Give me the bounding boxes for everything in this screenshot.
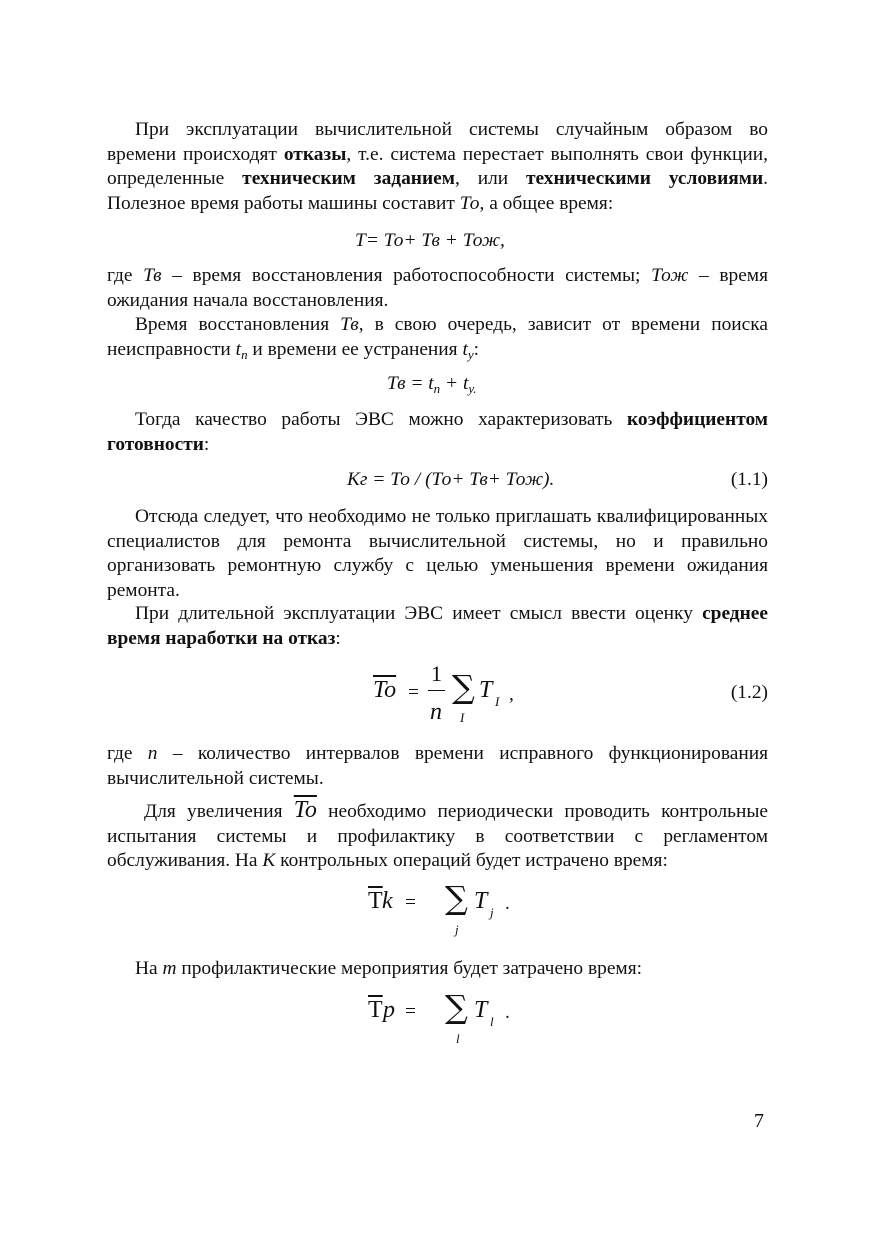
eq4-lhs: $\overline{To}$: [373, 677, 397, 703]
eq5-equals: =: [405, 892, 416, 913]
eq5-period: .: [505, 893, 510, 914]
paragraph-2: где Тв – время восстановления работоспособности системы; Тож – время ожидания начала восстановления.: [107, 265, 768, 311]
eq4-term-sub: I: [495, 694, 500, 709]
eq5-sum-index: j: [455, 922, 459, 937]
paragraph-7: где n – количество интервалов времени исправного функционирования вычислительной системы.: [107, 743, 768, 789]
eq6-equals: =: [405, 1001, 416, 1022]
eq6-sigma: ∑: [445, 988, 468, 1026]
eq6-lhs-bar: $\overline{T}$: [368, 997, 383, 1023]
eq4-term: T: [479, 677, 493, 703]
eq6-lhs-rest: p: [383, 997, 395, 1023]
eq4-sigma: ∑: [452, 668, 475, 706]
eq4-fraction-line: [428, 690, 445, 691]
eq5-lhs-bar: $\overline{T}$: [368, 888, 383, 914]
eq4-sum-index: I: [460, 710, 465, 725]
eq5-term-sub: j: [490, 905, 494, 920]
equation-recovery-time: Тв = $t_п + t_{у.}$: [387, 373, 477, 396]
equation-total-time: T= То+ Тв + Тож,: [355, 230, 505, 251]
paragraph-5: Отсюда следует, что необходимо не только приглашать квалифицированных специалистов для ремонта вычислительной системы, но и правильно организовать ремонтную службу с целью уменьшения времени ожидания ремонта.: [107, 506, 768, 601]
equation-number-1-2: (1.2): [730, 682, 768, 703]
eq6-period: .: [505, 1002, 510, 1023]
eq5-lhs-rest: k: [382, 888, 393, 914]
eq6-sum-index: l: [456, 1031, 460, 1046]
eq6-term: T: [474, 997, 488, 1023]
paragraph-1: При эксплуатации вычислительной системы случайным образом во времени происходят отказы, т.е. система перестает выполнять свои функции, определенные техническим заданием, или техническими условиями. Полезное время работы машины составит То, а общее время:: [107, 119, 768, 214]
paragraph-4: Тогда качество работы ЭВС можно характеризовать коэффициентом готовности:: [107, 409, 768, 455]
eq6-term-sub: l: [490, 1014, 494, 1029]
eq4-comma: ,: [509, 684, 514, 705]
equation-number-1-1: (1.1): [730, 469, 768, 490]
paragraph-9: На m профилактические мероприятия будет затрачено время:: [135, 958, 643, 979]
paragraph-8: Для увеличения $\overline{To}$ необходимо периодически проводить контрольные испытания системы и профилактику в соответствии с регламентом обслуживания. На К контрольных операций будет истрачено время:: [107, 797, 768, 871]
eq4-denominator: n: [430, 699, 442, 725]
eq5-sigma: ∑: [445, 879, 468, 917]
paragraph-6: При длительной эксплуатации ЭВС имеет смысл ввести оценку среднее время наработки на отказ:: [107, 603, 768, 649]
page-number: 7: [754, 1110, 764, 1132]
eq5-term: T: [474, 888, 488, 914]
eq4-numerator: 1: [431, 661, 442, 686]
paragraph-3: Время восстановления Тв, в свою очередь, зависит от времени поиска неисправности $t_п$ и времени ее устранения $t_у$:: [107, 314, 768, 362]
eq4-equals: =: [408, 682, 419, 703]
equation-availability: Кг = То / (То+ Тв+ Тож).: [347, 469, 555, 490]
